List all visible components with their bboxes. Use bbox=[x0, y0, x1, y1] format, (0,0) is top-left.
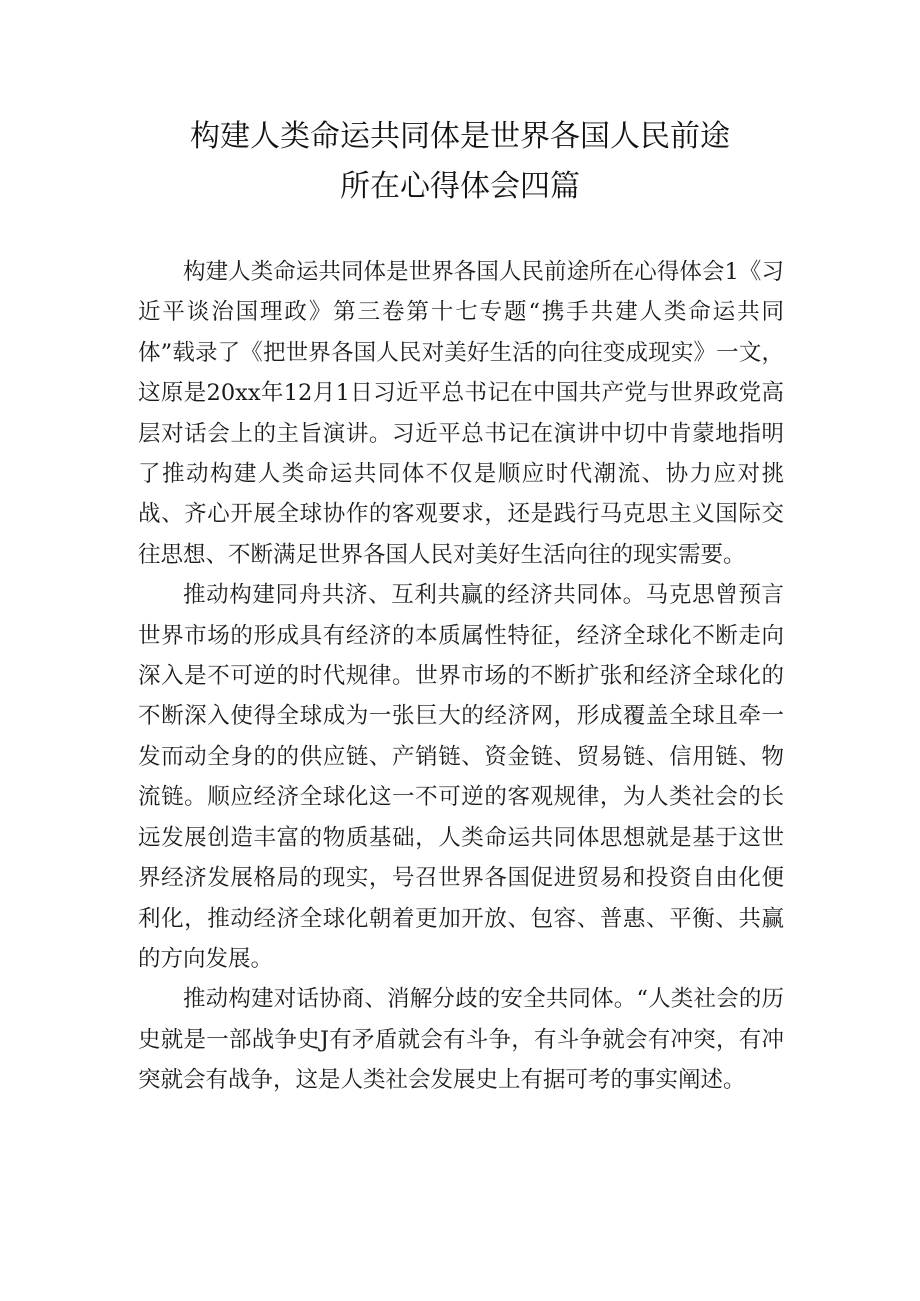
title-line-1: 构建人类命运共同体是世界各国人民前途 bbox=[190, 119, 730, 154]
paragraph-2: 推动构建同舟共济、互利共赢的经济共同体。马克思曾预言世界市场的形成具有经济的本质属性特征，经济全球化不断走向深入是不可逆的时代规律。世界市场的不断扩张和经济全球化的不断深入使得全球成为一张巨大的经济网，形成覆盖全球且牵一发而动全身的的供应链、产销链、资金链、贸易链、信用链、物流链。顺应经济全球化这一不可逆的客观规律，为人类社会的长远发展创造丰富的物质基础，人类命运共同体思想就是基于这世界经济发展格局的现实，号召世界各国促进贸易和投资自由化便利化，推动经济全球化朝着更加开放、包容、普惠、平衡、共赢的方向发展。 bbox=[138, 582, 784, 972]
paragraph-1: 构建人类命运共同体是世界各国人民前途所在心得体会1《习近平谈治国理政》第三卷第十七专题“携手共建人类命运共同体”载录了《把世界各国人民对美好生活的向往变成现实》一文，这原是20xx年12月1日习近平总书记在中国共产党与世界政党高层对话会上的主旨演讲。习近平总书记在演讲中切中肯蒙地指明了推动构建人类命运共同体不仅是顺应时代潮流、协力应对挑战、齐心开展全球协作的客观要求，还是践行马克思主义国际交往思想、不断满足世界各国人民对美好生活向往的现实需要。 bbox=[138, 259, 784, 568]
document-title bbox=[140, 112, 780, 212]
paragraph-3: 推动构建对话协商、消解分歧的安全共同体。“人类社会的历史就是一部战争史J有矛盾就会有斗争，有斗争就会有冲突，有冲突就会有战争，这是人类社会发展史上有据可考的事实阐述。 bbox=[138, 986, 784, 1094]
document-body bbox=[138, 252, 784, 1101]
title-line-2: 所在心得体会四篇 bbox=[340, 169, 580, 204]
